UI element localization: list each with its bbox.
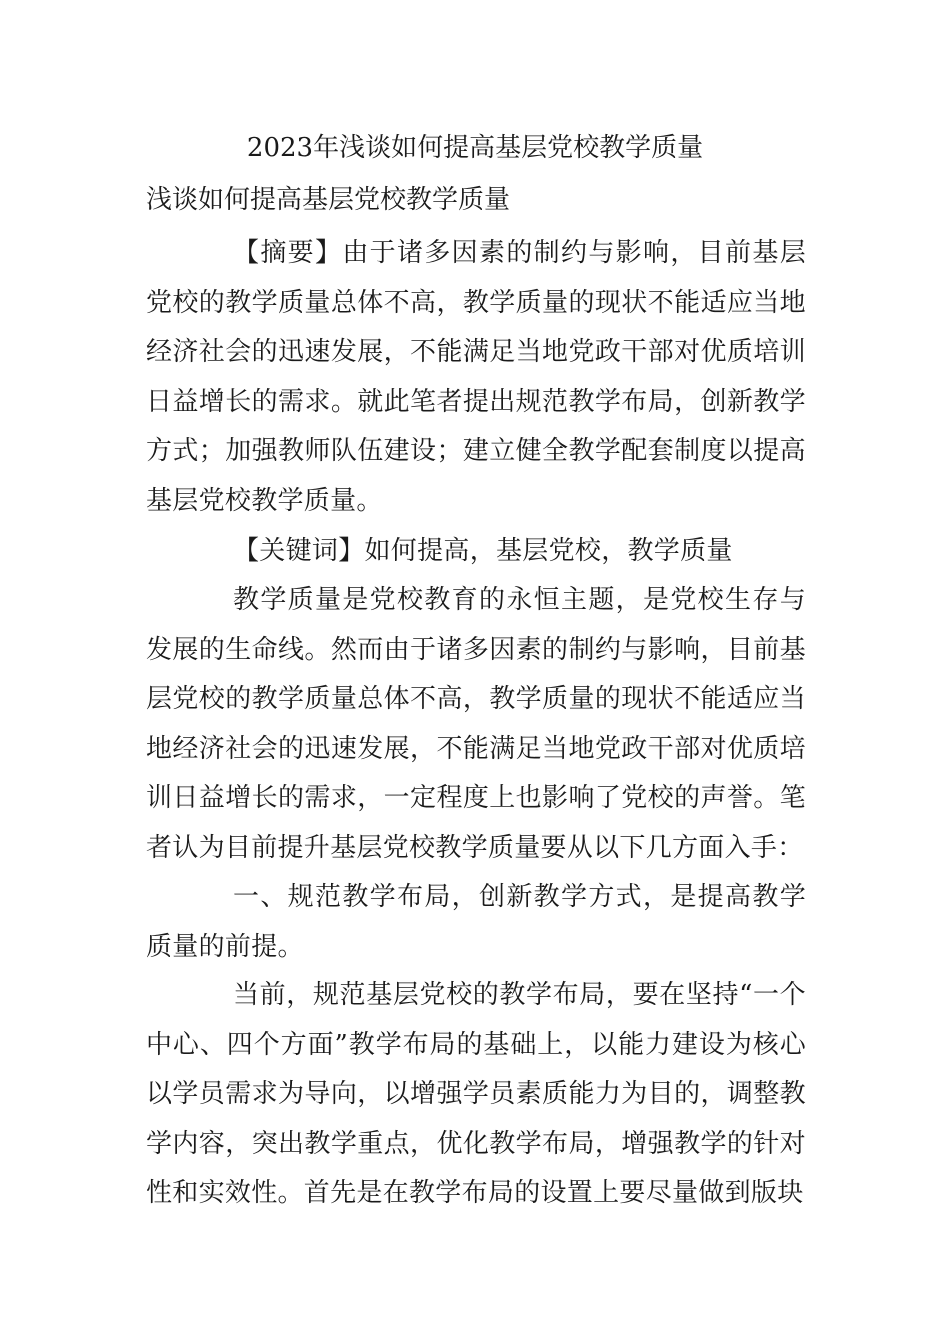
abstract-paragraph: 【摘要】由于诸多因素的制约与影响，目前基层党校的教学质量总体不高，教学质量的现状不能适应当地经济社会的迅速发展，不能满足当地党政干部对优质培训日益增长的需求。就此笔者提出规范教学布局，创新教学方式；加强教师队伍建设；建立健全教学配套制度以提高基层党校教学质量。 (146, 238, 806, 516)
body-paragraph-layout: 当前，规范基层党校的教学布局，要在坚持“一个中心、四个方面”教学布局的基础上，以能力建设为核心以学员需求为导向，以增强学员素质能力为目的，调整教学内容，突出教学重点，优化教学布局，增强教学的针对性和实效性。首先是在教学布局的设置上要尽量做到版块 (146, 980, 806, 1208)
document-subtitle: 浅谈如何提高基层党校教学质量 (146, 185, 511, 215)
keywords-paragraph: 【关键词】如何提高，基层党校，教学质量 (233, 536, 733, 566)
body-paragraph-intro: 教学质量是党校教育的永恒主题，是党校生存与发展的生命线。然而由于诸多因素的制约与影响，目前基层党校的教学质量总体不高，教学质量的现状不能适应当地经济社会的迅速发展，不能满足当地党政干部对优质培训日益增长的需求，一定程度上也影响了党校的声誉。笔者认为目前提升基层党校教学质量要从以下几方面入手： (146, 585, 806, 863)
document-title: 2023年浅谈如何提高基层党校教学质量 (246, 133, 704, 163)
section-heading-one: 一、规范教学布局，创新教学方式，是提高教学质量的前提。 (146, 882, 806, 962)
